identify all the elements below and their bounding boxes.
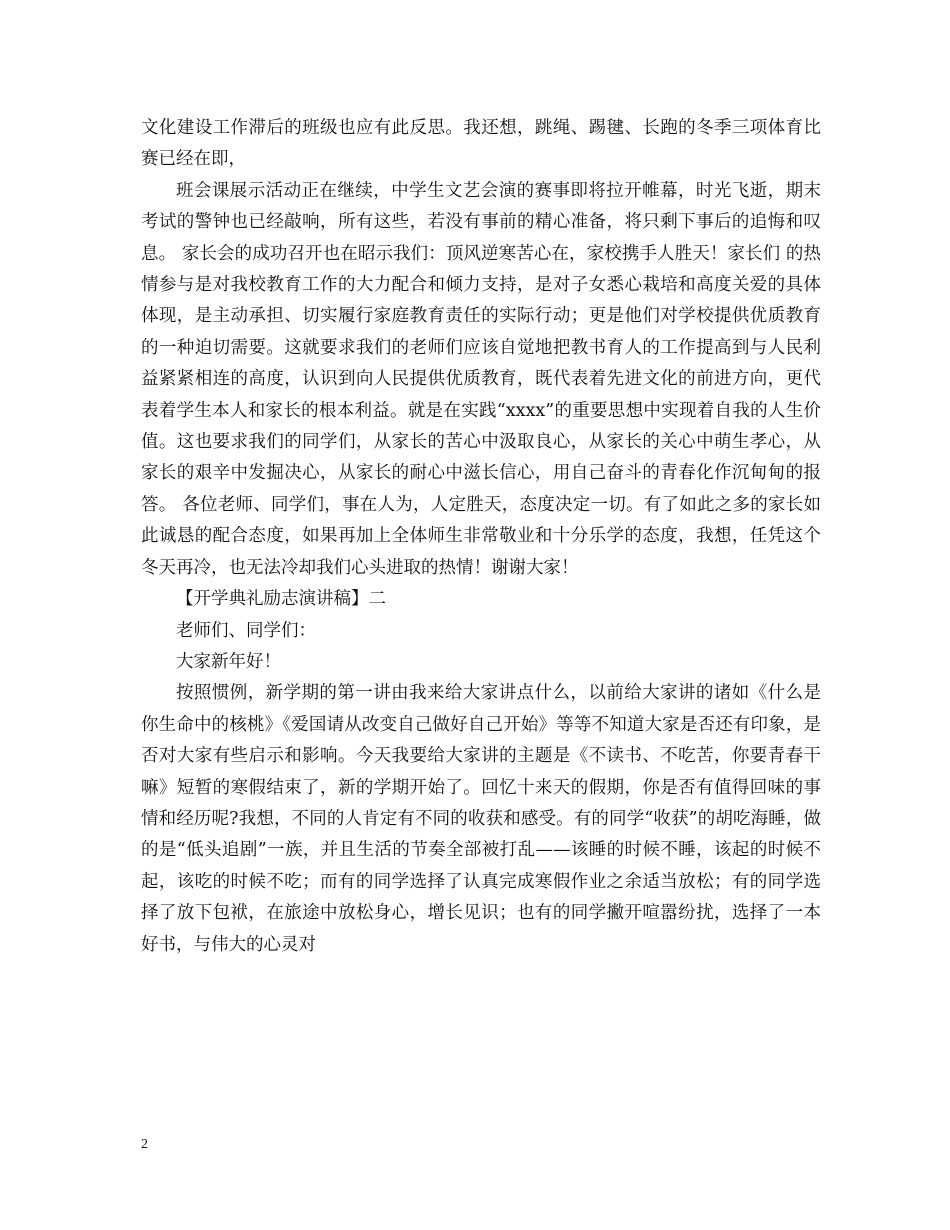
page-number: 2 [141,1137,148,1152]
document-body [141,113,821,961]
paragraph: 文化建设工作滞后的班级也应有此反思。我还想，跳绳、踢毽、长跑的冬季三项体育比赛已经在即， [141,118,821,170]
paragraph: 班会课展示活动正在继续，中学生文艺会演的赛事即将拉开帷幕，时光飞逝，期末考试的警钟也已经敲响，所有这些，若没有事前的精心准备，将只剩下事后的追悔和叹息。 家长会的成功召开也在昭示我们：顶风逆寒苦心在，家校携手人胜天！家长们 的热情参与是对我校教育工作的大力配合和倾力支持，是对子女悉心栽培和高度关爱的具体体现，是主动承担、切实履行家庭教育责任的实际行动；更是他们对学校提供优质教育的一种迫切需要。这就要求我们的老师们应该自觉地把教书育人的工作提高到与人民利益紧紧相连的高度，认识到向人民提供优质教育，既代表着先进文化的前进方向，更代表着学生本人和家长的根本利益。就是在实践“xxxx”的重要思想中实现着自我的人生价值。这也要求我们的同学们，从家长的苦心中汲取良心，从家长的关心中萌生孝心，从家长的艰辛中发掘决心，从家长的耐心中滋长信心，用自己奋斗的青春化作沉甸甸的报答。 各位老师、同学们，事在人为，人定胜天，态度决定一切。有了如此之多的家长如此诚恳的配合态度，如果再加上全体师生非常敬业和十分乐学的态度，我想，任凭这个冬天再冷，也无法冷却我们心头进取的热情！谢谢大家！ [141,180,821,578]
section-heading: 【开学典礼励志演讲稿】二 [176,589,386,610]
salutation: 老师们、同学们： [176,620,316,641]
paragraph: 按照惯例，新学期的第一讲由我来给大家讲点什么，以前给大家讲的诸如《什么是你生命中的核桃》《爱国请从改变自己做好自己开始》等等不知道大家是否还有印象，是否对大家有些启示和影响。今天我要给大家讲的主题是《不读书、不吃苦，你要青春干嘛》短暂的寒假结束了，新的学期开始了。回忆十来天的假期，你是否有值得回味的事情和经历呢?我想，不同的人肯定有不同的收获和感受。有的同学“收获”的胡吃海睡，做的是“低头追剧”一族，并且生活的节奏全部被打乱——该睡的时候不睡，该起的时候不起，该吃的时候不吃；而有的同学选择了认真完成寒假作业之余适当放松；有的同学选择了放下包袱，在旅途中放松身心，增长见识；也有的同学撇开喧嚣纷扰，选择了一本好书，与伟大的心灵对 [141,683,821,955]
greeting: 大家新年好！ [176,651,281,672]
